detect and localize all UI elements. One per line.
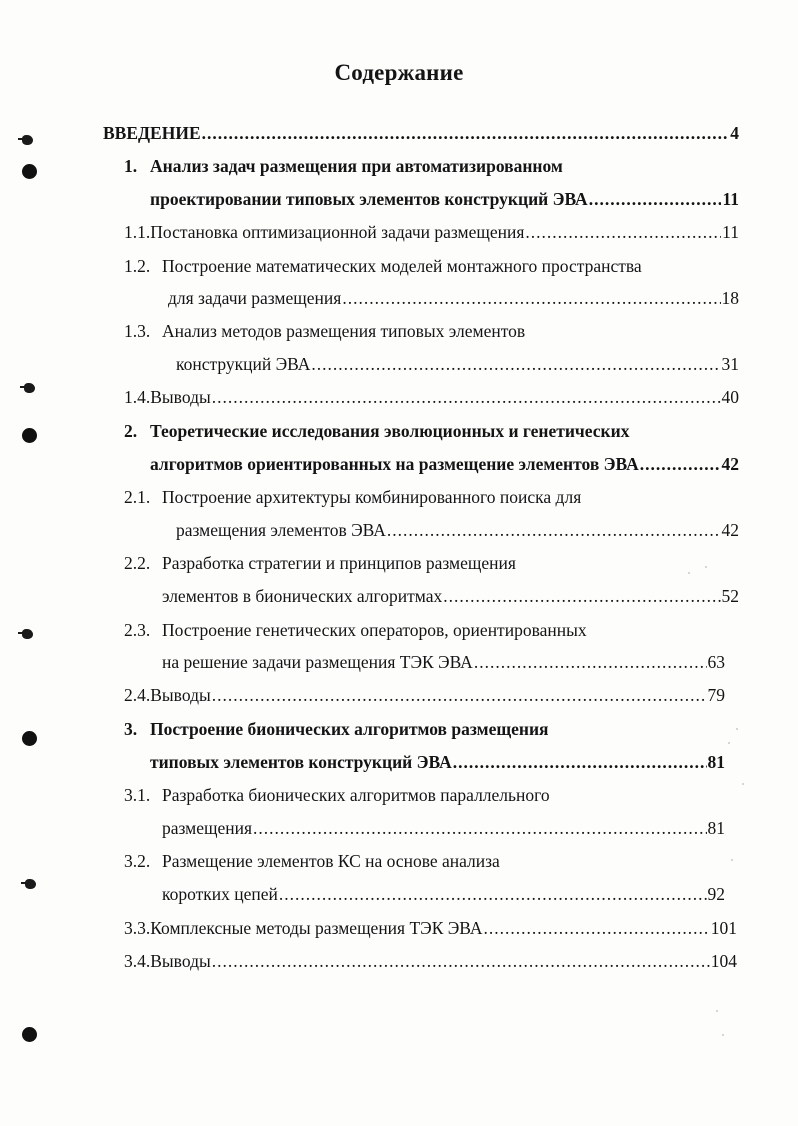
dot-leader xyxy=(202,122,730,144)
toc-entry-chapter-1 xyxy=(124,155,563,177)
toc-entry-number: 2.3. xyxy=(124,620,151,640)
toc-entry-2-4 xyxy=(124,684,725,706)
toc-entry-1-3 xyxy=(124,320,525,342)
toc-page-number: 104 xyxy=(710,951,737,971)
toc-entry-chapter-2 xyxy=(124,420,629,442)
scan-speck xyxy=(722,1034,724,1036)
toc-entry-text: коротких цепей xyxy=(162,884,278,904)
toc-entry-number: 1.4. xyxy=(124,387,151,407)
toc-entry-number: 3.2. xyxy=(124,851,151,871)
toc-page-number: 52 xyxy=(721,586,739,606)
toc-entry-text: Построение генетических операторов, ориентированных xyxy=(162,620,587,640)
scan-speck xyxy=(736,728,738,730)
toc-page-number: 81 xyxy=(707,818,725,838)
toc-entry-text: размещения xyxy=(162,818,253,838)
toc-entry-2-2 xyxy=(124,552,516,574)
punch-hole-mark xyxy=(22,164,37,179)
toc-entry-number: 2.2. xyxy=(124,553,151,573)
toc-page-number: 101 xyxy=(710,918,737,938)
toc-entry-number: 2. xyxy=(124,421,138,441)
scan-speck xyxy=(728,742,730,744)
toc-entry-number: 3. xyxy=(124,719,138,739)
scan-speck xyxy=(731,859,733,861)
toc-entry-2-1 xyxy=(124,486,581,508)
toc-entry-number: 3.1. xyxy=(124,785,151,805)
scan-smudge-mark xyxy=(24,383,35,393)
toc-entry-text: Построение бионических алгоритмов размещения xyxy=(150,719,549,739)
toc-entry-text: Построение математических моделей монтажного пространства xyxy=(162,256,642,276)
toc-entry-number: 1.1. xyxy=(124,222,151,242)
toc-entry-3-4 xyxy=(124,950,737,972)
toc-entry-1-2-cont xyxy=(168,287,739,309)
toc-page-number: 81 xyxy=(707,752,725,772)
toc-entry-chapter-3-cont xyxy=(150,751,725,773)
punch-hole-mark xyxy=(22,1027,37,1042)
toc-entry-text: Выводы xyxy=(150,951,211,971)
dot-leader xyxy=(474,651,707,673)
dot-leader xyxy=(279,883,707,905)
toc-page-number: 42 xyxy=(721,520,739,540)
toc-entry-text: Комплексные методы размещения ТЭК ЭВА xyxy=(150,918,483,938)
toc-page-number: 11 xyxy=(722,189,739,209)
toc-entry-text: для задачи размещения xyxy=(168,288,342,308)
toc-entry-introduction xyxy=(103,122,739,144)
toc-entry-1-4 xyxy=(124,386,739,408)
dot-leader xyxy=(640,453,721,475)
toc-page-number: 11 xyxy=(722,222,739,242)
toc-entry-1-1 xyxy=(124,221,739,243)
dot-leader xyxy=(342,287,720,309)
dot-leader xyxy=(212,684,707,706)
toc-entry-3-3 xyxy=(124,917,737,939)
toc-entry-number: 3.4. xyxy=(124,951,151,971)
page-title: Содержание xyxy=(334,60,464,85)
dot-leader xyxy=(387,519,721,541)
toc-entry-number: 1.3. xyxy=(124,321,151,341)
dot-leader xyxy=(443,585,720,607)
toc-page-number: 63 xyxy=(707,652,725,672)
toc-entry-3-1 xyxy=(124,784,550,806)
dot-leader xyxy=(589,188,722,210)
toc-entry-text: элементов в бионических алгоритмах xyxy=(162,586,443,606)
toc-page-number: 40 xyxy=(721,387,739,407)
toc-entry-text: Анализ методов размещения типовых элементов xyxy=(162,321,526,341)
toc-entry-2-2-cont xyxy=(162,585,739,607)
toc-entry-3-1-cont xyxy=(162,817,725,839)
toc-entry-text: размещения элементов ЭВА xyxy=(176,520,386,540)
scan-smudge-mark xyxy=(25,879,36,889)
dot-leader xyxy=(484,917,710,939)
toc-entry-text: на решение задачи размещения ТЭК ЭВА xyxy=(162,652,473,672)
punch-hole-mark xyxy=(22,731,37,746)
scan-speck xyxy=(688,572,690,574)
toc-entry-text: Разработка стратегии и принципов размещения xyxy=(162,553,516,573)
dot-leader xyxy=(212,950,710,972)
toc-entry-number: 1.2. xyxy=(124,256,151,276)
toc-entry-text: Выводы xyxy=(150,685,211,705)
toc-entry-2-3-cont xyxy=(162,651,725,673)
toc-entry-text: Разработка бионических алгоритмов параллельного xyxy=(162,785,550,805)
toc-entry-text: Постановка оптимизационной задачи размещения xyxy=(150,222,525,242)
toc-entry-number: 3.3. xyxy=(124,918,151,938)
toc-entry-text: Анализ задач размещения при автоматизированном xyxy=(150,156,563,176)
toc-entry-3-2-cont xyxy=(162,883,725,905)
scan-speck xyxy=(716,1010,718,1012)
scan-smudge-mark xyxy=(22,629,33,639)
toc-entry-2-3 xyxy=(124,619,587,641)
toc-entry-text: алгоритмов ориентированных на размещение элементов ЭВА xyxy=(150,454,639,474)
dot-leader xyxy=(525,221,721,243)
toc-page-number: 4 xyxy=(730,123,739,143)
toc-page-number: 42 xyxy=(721,454,739,474)
toc-page-number: 79 xyxy=(707,685,725,705)
dot-leader xyxy=(311,353,720,375)
toc-entry-text: проектировании типовых элементов конструкций ЭВА xyxy=(150,189,588,209)
dot-leader xyxy=(253,817,706,839)
toc-entry-text: Выводы xyxy=(150,387,211,407)
toc-entry-chapter-2-cont xyxy=(150,453,739,475)
toc-entry-number: 2.4. xyxy=(124,685,151,705)
toc-entry-1-3-cont xyxy=(176,353,739,375)
toc-entry-number: 2.1. xyxy=(124,487,151,507)
toc-entry-text: типовых элементов конструкций ЭВА xyxy=(150,752,452,772)
scan-speck xyxy=(705,566,707,568)
scan-speck xyxy=(742,783,744,785)
toc-entry-chapter-3 xyxy=(124,718,549,740)
toc-entry-chapter-1-cont xyxy=(150,188,739,210)
scan-smudge-mark xyxy=(22,135,33,145)
toc-entry-text: Теоретические исследования эволюционных и генетических xyxy=(150,421,630,441)
toc-entry-text: конструкций ЭВА xyxy=(176,354,311,374)
toc-entry-2-1-cont xyxy=(176,519,739,541)
toc-entry-text: Размещение элементов КС на основе анализа xyxy=(162,851,500,871)
toc-entry-text: ВВЕДЕНИЕ xyxy=(103,123,201,143)
toc-entry-3-2 xyxy=(124,850,500,872)
toc-page-number: 18 xyxy=(721,288,739,308)
dot-leader xyxy=(212,386,721,408)
toc-entry-text: Построение архитектуры комбинированного поиска для xyxy=(162,487,582,507)
toc-page-number: 92 xyxy=(707,884,725,904)
toc-entry-1-2 xyxy=(124,255,642,277)
toc-page-number: 31 xyxy=(721,354,739,374)
dot-leader xyxy=(453,751,707,773)
punch-hole-mark xyxy=(22,428,37,443)
toc-entry-number: 1. xyxy=(124,156,138,176)
